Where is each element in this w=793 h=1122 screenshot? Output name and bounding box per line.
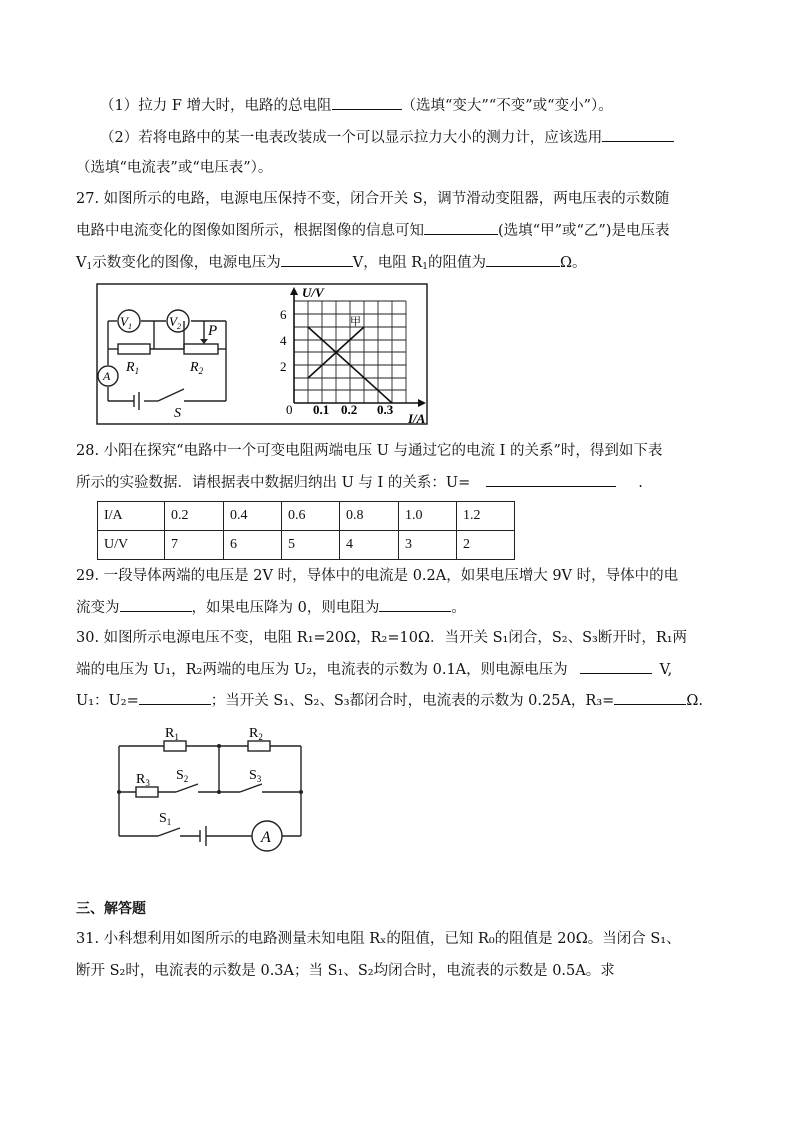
table-cell: 1.0: [399, 502, 457, 531]
q30-text: Ω.: [686, 693, 703, 709]
table-cell: 1.2: [457, 502, 515, 531]
subscript: 1: [86, 262, 93, 272]
q27-v1-sub: 1: [127, 322, 132, 331]
r1-label: $R_1$: [126, 360, 140, 376]
answer-blank[interactable]: [424, 220, 498, 235]
q28-line2: [76, 472, 723, 493]
answer-blank[interactable]: [614, 690, 686, 705]
q28-text: .: [638, 475, 643, 491]
x-tick: 0.3: [377, 402, 394, 417]
q27-text: (选填“甲”或“乙”)是电压表: [498, 223, 670, 239]
ammeter-a-label: A: [103, 369, 111, 383]
q27-circuit: [98, 310, 226, 410]
q26-part1: [100, 95, 723, 116]
table-row: [98, 531, 515, 560]
ammeter-a-label: A: [261, 829, 271, 846]
q30-text: V,: [659, 662, 673, 678]
q30-line3: [76, 690, 723, 711]
x-tick: 0.1: [313, 402, 330, 417]
q31-line1: [76, 929, 723, 949]
s2-label: $S_2$: [176, 768, 189, 784]
s3-label: $S_3$: [249, 768, 262, 784]
curve-label-jia: 甲: [350, 316, 361, 328]
answer-blank[interactable]: [281, 252, 353, 267]
q30-line2: [76, 659, 723, 680]
voltmeter-v2-label: $V_2$: [169, 314, 181, 331]
y-tick: 6: [280, 307, 287, 322]
switch-s-label: S: [174, 406, 181, 421]
q26-part1-suffix: （选填“变大”“不变”或“变小”）。: [401, 98, 613, 114]
table-cell: 7: [165, 531, 224, 560]
table-cell: 2: [457, 531, 515, 560]
q29-text: 29. 一段导体两端的电压是 2V 时，导体中的电流是 0.2A，如果电压增大 9V 时，导体中的电: [76, 568, 679, 584]
q30-text: 端的电压为 U₁，R₂两端的电压为 U₂，电流表的示数为 0.1A，则电源电压为: [76, 662, 568, 678]
table-cell: 5: [282, 531, 340, 560]
table-row: [98, 502, 515, 531]
q27-text: 示数变化的图像，电源电压为: [92, 255, 281, 271]
table-cell: 0.6: [282, 502, 340, 531]
q28-data-table: [97, 501, 515, 560]
q26-part2: [100, 127, 723, 148]
q27-line2: [76, 220, 723, 241]
y-tick: 2: [280, 359, 287, 374]
q27-line1: [76, 189, 723, 209]
r2-label: $R_2$: [249, 726, 263, 742]
q26-part2-text: （2）若将电路中的某一电表改装成一个可以显示拉力大小的测力计，应该选用: [100, 130, 603, 146]
y-tick: 4: [280, 333, 287, 348]
q30-text: ；当开关 S₁、S₂、S₃都闭合时，电流表的示数为 0.25A，R₃=: [210, 693, 615, 709]
q27-text: 27. 如图所示的电路，电源电压保持不变，闭合开关 S，调节滑动变阻器，两电压表的示数随: [76, 191, 670, 207]
q27-text: Ω。: [559, 255, 587, 271]
answer-blank[interactable]: [580, 659, 652, 674]
q31-text: 断开 S₂时，电流表的示数是 0.3A；当 S₁、S₂均闭合时，电流表的示数是 0.5A。求: [76, 963, 615, 979]
q27-v2-sub: 2: [176, 322, 181, 331]
q28-text: 所示的实验数据．请根据表中数据归纳出 U 与 I 的关系：U=: [76, 475, 471, 491]
answer-blank[interactable]: [602, 127, 674, 142]
table-cell: 6: [224, 531, 282, 560]
section-heading: 三、解答题: [76, 901, 146, 917]
r3-label: $R_3$: [136, 772, 150, 788]
s1-label: $S_1$: [159, 811, 172, 827]
table-cell: 3: [399, 531, 457, 560]
q26-part2-cont: [76, 158, 723, 178]
q27-text: V: [76, 255, 87, 271]
r1-label: $R_1$: [165, 726, 179, 742]
q27-text: 电路中电流变化的图像如图所示，根据图像的信息可知: [76, 223, 424, 239]
q27-line3: [76, 252, 723, 277]
answer-blank[interactable]: [379, 597, 451, 612]
q27-text: V，电阻 R: [352, 255, 423, 271]
q28-line1: [76, 441, 723, 461]
table-cell: 0.4: [224, 502, 282, 531]
q29-line1: [76, 566, 723, 586]
y-axis-label: U/V: [302, 285, 324, 300]
table-cell: U/V: [98, 531, 165, 560]
subscript: 1: [422, 262, 428, 272]
q27-figure: [96, 283, 428, 425]
q30-text: 30. 如图所示电源电压不变，电阻 R₁=20Ω，R₂=10Ω．当开关 S₁闭合，S₂、S₃断开时，R₁两: [76, 630, 688, 646]
q31-line2: [76, 961, 723, 981]
table-cell: I/A: [98, 502, 165, 531]
q26-part1-text: （1）拉力 F 增大时，电路的总电阻: [100, 98, 332, 114]
answer-blank[interactable]: [486, 472, 616, 487]
q27-graph: [280, 285, 426, 425]
q30-text: U₁：U₂=: [76, 693, 139, 709]
q29-text: ，如果电压降为 0，则电阻为: [191, 600, 380, 616]
q29-line2: [76, 597, 723, 618]
answer-blank[interactable]: [139, 690, 211, 705]
slider-p-label: P: [208, 323, 218, 339]
table-cell: 0.8: [340, 502, 399, 531]
q26-part2-suffix: （选填“电流表”或“电压表”）。: [76, 160, 273, 176]
q27-text: 的阻值为: [427, 255, 486, 271]
x-tick: 0: [286, 402, 293, 417]
q30-figure: [112, 722, 312, 854]
q29-text: 。: [451, 600, 466, 616]
x-axis-label: I/A: [408, 411, 426, 425]
q28-text: 28. 小阳在探究“电路中一个可变电阻两端电压 U 与通过它的电流 I 的关系”时，得到如下表: [76, 443, 663, 459]
voltmeter-v1-label: $V_1$: [120, 314, 132, 331]
r2-label: $R_2$: [190, 360, 204, 376]
x-tick: 0.2: [341, 402, 358, 417]
q30-line1: [76, 628, 723, 648]
q31-text: 31. 小科想利用如图所示的电路测量未知电阻 Rₓ的阻值，已知 R₀的阻值是 20Ω。当闭合 S₁、: [76, 931, 681, 947]
table-cell: 0.2: [165, 502, 224, 531]
table-cell: 4: [340, 531, 399, 560]
answer-blank[interactable]: [120, 597, 192, 612]
q29-text: 流变为: [76, 600, 120, 616]
answer-blank[interactable]: [332, 95, 402, 110]
answer-blank[interactable]: [486, 252, 560, 267]
